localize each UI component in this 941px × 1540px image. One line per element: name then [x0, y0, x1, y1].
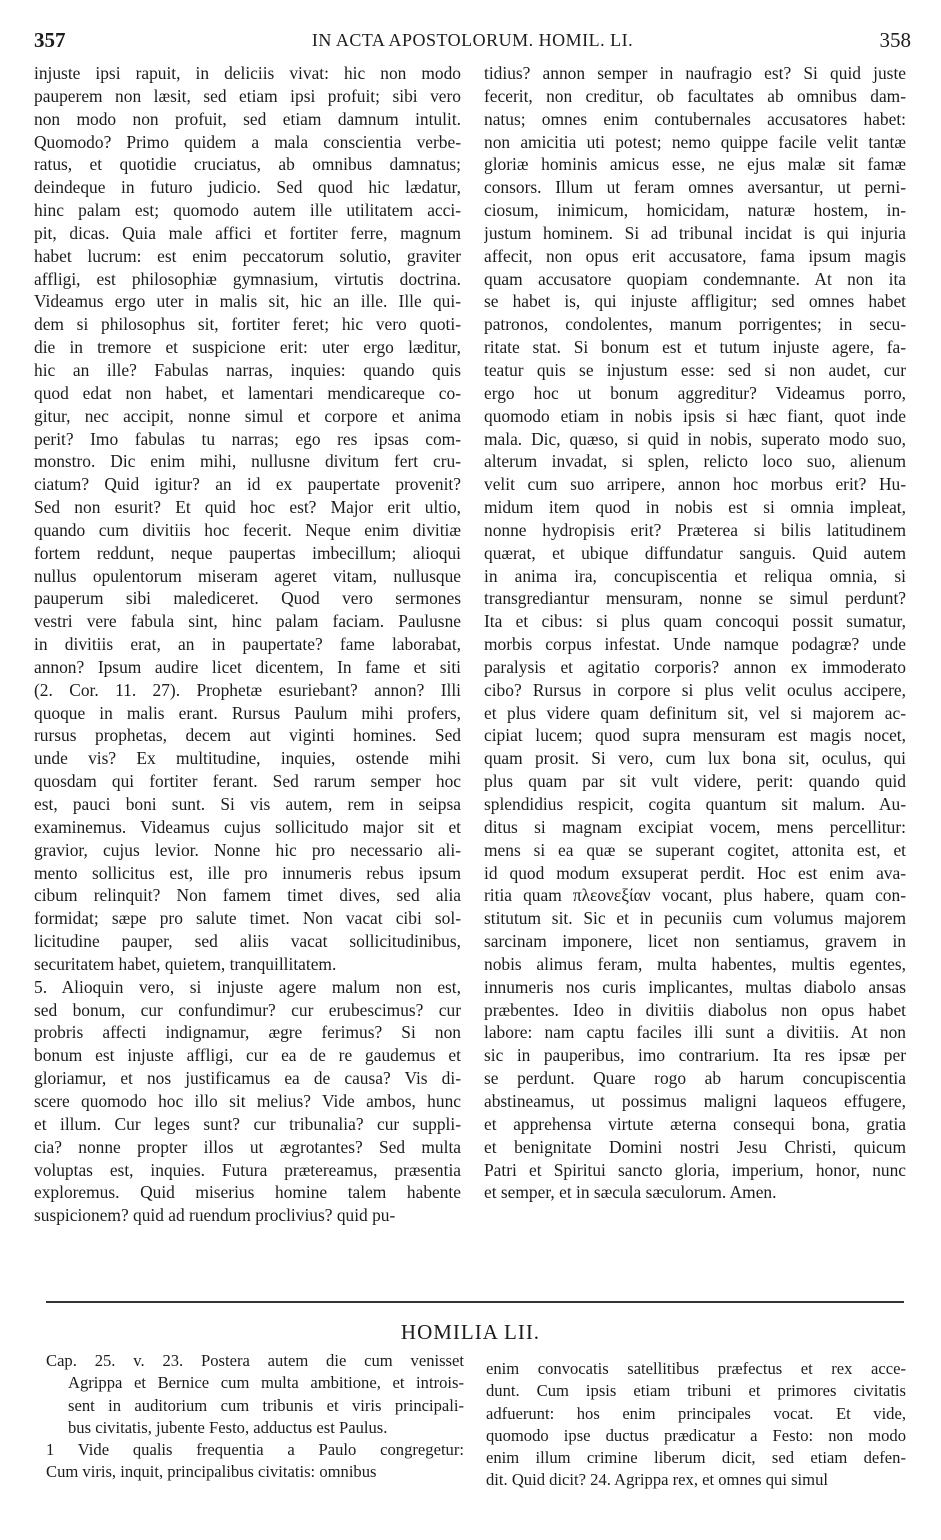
text-line: sent in auditorium cum tribunis et viris principali-	[68, 1395, 464, 1415]
text-line: hinc palam est; quomodo autem ille utilitatem acci-	[34, 200, 461, 221]
text-line: vestri vere fabula sint, hinc palam faciam. Paulusne	[34, 611, 461, 632]
text-line: pit, dicas. Quia male affici et fortiter ferre, magnum	[34, 222, 461, 243]
text-line: ciatum? Quid igitur? an id ex paupertate provenit?	[34, 474, 461, 495]
text-line: sarcinam imponere, licet non sentiamus, gravem in	[484, 931, 906, 952]
text-line: exploremus. Quid miserius homine talem habente	[34, 1182, 461, 1203]
text-line: bonum est injuste affligi, cur ea de re gaudemus et	[34, 1045, 461, 1066]
text-line: voluptas est, inquies. Futura prætereamus, præsentia	[34, 1159, 461, 1180]
text-line: monstro. Dic enim mihi, nullusne divitum fert cru-	[34, 451, 461, 472]
text-line: unde vis? Ex multitudine, inquies, ostende mihi	[34, 748, 461, 769]
text-line: paralysis et agitatio corporis? annon ex immoderato	[484, 656, 906, 677]
text-line: habet lucrum: est enim peccatorum solutio, graviter	[34, 245, 461, 266]
text-line: ergo hoc ut bonum aggreditur? Videamus porro,	[484, 382, 906, 403]
text-line: Cap. 25. v. 23. Postera autem die cum venisset	[46, 1351, 464, 1370]
running-header	[34, 28, 911, 56]
text-line: quomodo ipse ductus prædicatur a Festo: non modo	[486, 1425, 906, 1445]
text-line: in divitiis erat, an in paupertate? fame laborabat,	[34, 634, 461, 655]
text-line: Sed non esurit? Et quid hoc est? Major erit ultio,	[34, 497, 461, 518]
text-line: est, pauci boni sunt. Si vis autem, rem in seipsa	[34, 794, 461, 814]
text-line: suspicionem? quid ad ruendum proclivius? quid pu-	[34, 1205, 396, 1226]
text-line: nonne hydropisis erit? Præterea si bilis latitudinem	[484, 519, 906, 540]
text-line: injuste ipsi rapuit, in deliciis vivat: hic non modo	[34, 63, 461, 83]
text-line: licitudine pauper, sed aliis vacat sollicitudinibus,	[34, 931, 461, 952]
text-line: et apprehensa virtute æterna consequi bona, gratia	[484, 1113, 906, 1134]
text-line: pauperum sibi malediceret. Quod vero sermones	[34, 588, 461, 609]
text-line: dit. Quid dicit? 24. Agrippa rex, et omnes qui simul	[486, 1470, 828, 1490]
text-line: alterum invadat, si splen, relicto loco suo, alienum	[484, 451, 906, 472]
text-line: et benignitate Domini nostri Jesu Christi, quicum	[484, 1136, 906, 1157]
text-line: plus quam par sit vult videre, perit: quando quid	[484, 771, 906, 792]
text-line: formidat; sæpe pro salute timet. Non vacat cibi sol-	[34, 908, 461, 929]
text-line: sed bonum, cur confundimur? cur erubescimus? cur	[34, 999, 461, 1020]
text-line: adfuerunt: hos enim principales vocat. Et vide,	[486, 1403, 906, 1423]
text-line: sic in pauperibus, imo contrarium. Ita res ipsæ per	[484, 1045, 906, 1066]
text-line: bus civitatis, jubente Festo, adductus est Paulus.	[68, 1417, 388, 1437]
text-line: enim convocatis satellitibus præfectus et rex acce-	[486, 1359, 906, 1378]
text-line: cibo? Rursus in corpore si plus velit oculus accipere,	[484, 679, 906, 700]
text-line: et illum. Cur leges sunt? cur tribunalia? cur suppli-	[34, 1113, 461, 1134]
text-line: teatur quis se injustum esse: sed si non audet, cur	[484, 359, 906, 380]
text-line: dunt. Cum ipsis etiam tribuni et primores civitatis	[486, 1381, 906, 1401]
text-line: mens si ea quæ se superant cogitet, attonita est, et	[484, 839, 906, 860]
text-line: midum item quod in nobis est si omnia impleat,	[484, 497, 906, 518]
text-line: et semper, et in sæcula sæculorum. Amen.	[484, 1182, 777, 1203]
text-line: præbentes. Ideo in divitiis diabolus non opus habet	[484, 999, 906, 1020]
text-line: annon? Ipsum audire licet dicentem, In fame et siti	[34, 656, 461, 677]
text-line: cibum relinquit? Non famem timet dives, sed alia	[34, 885, 461, 906]
text-line: examinemus. Videamus cujus sollicitudo major sit et	[34, 816, 461, 837]
text-line: gravior, cujus levior. Nonne hic pro necessario ali-	[34, 839, 461, 860]
text-line: consors. Illum ut feram omnes aversantur, ut perni-	[484, 177, 906, 198]
text-line: pauperem non læsit, sed etiam ipsi profuit; sibi vero	[34, 85, 461, 106]
text-line: perit? Imo fabulas tu narras; ego res ipsas com-	[34, 428, 461, 449]
text-line: justum hominem. Si ad tribunal incidat is qui injuria	[484, 222, 906, 243]
text-line: Quomodo? Primo quidem a mala conscientia verbe-	[34, 131, 461, 152]
text-line: transgrediantur mensuram, nonne se simul perdunt?	[484, 588, 906, 609]
text-line: stitutum sit. Sic et in pecuniis cum volumus majorem	[484, 908, 906, 929]
text-line: Patri et Spiritui sancto gloria, imperium, honor, nunc	[484, 1159, 906, 1180]
text-line: patronos, condolentes, manum porrigentes; in secu-	[484, 314, 906, 335]
text-line: 1 Vide qualis frequentia a Paulo congregetur:	[46, 1440, 464, 1460]
right-column-text	[484, 62, 906, 1204]
text-line: affligi, est philosophiæ gymnasium, virtutis doctrina.	[34, 268, 461, 289]
text-line: quando cum divitiis hoc fecerit. Neque enim divitiæ	[34, 519, 461, 540]
text-line: quoque in malis erant. Rursus Paulum mihi profers,	[34, 702, 461, 723]
text-line: Videamus ergo uter in malis sit, hic an ille. Ille qui-	[34, 291, 461, 312]
text-line: nullus opulentorum miseram ageret vitam, nullusque	[34, 565, 461, 586]
text-line: gloriamur, et nos justificamus ea de causa? Vis di-	[34, 1068, 461, 1089]
text-line: (2. Cor. 11. 27). Prophetæ esuriebant? annon? Illi	[34, 679, 461, 700]
text-line: probris affecti indignamur, ægre ferimus? Si non	[34, 1022, 461, 1043]
text-line: cipiat lucem; quod supra mensuram est magis nocet,	[484, 725, 906, 746]
section-divider	[46, 1301, 904, 1303]
text-line: splendidius respicit, cogita quantum sit malum. Au-	[484, 794, 906, 814]
text-line: deindeque in futuro judicio. Sed quod hic lædatur,	[34, 177, 461, 198]
running-title: IN ACTA APOSTOLORUM. HOMIL. LI.	[311, 30, 634, 50]
text-line: cia? nonne propter illos ut ægrotantes? Sed multa	[34, 1136, 461, 1157]
page-number-left: 357	[34, 28, 66, 52]
text-line: ritia quam πλεονεξίαν vocant, plus habere, quam con-	[484, 885, 906, 906]
text-line: quod edat non habet, et lamentari mendicareque co-	[34, 382, 461, 403]
bottom-right-column-text	[486, 1358, 906, 1492]
text-line: labore: nam captu faciles illi sunt a divitiis. At non	[484, 1022, 906, 1043]
text-line: non amicitia uti potest; nemo quippe facile velit tantæ	[484, 131, 906, 152]
text-line: mento sollicitus est, ille pro innumeris rebus ipsum	[34, 862, 461, 883]
text-line: Agrippa et Bernice cum multa ambitione, et introis-	[68, 1373, 464, 1393]
text-line: nobis alimus feram, multa habentes, multis egentes,	[484, 953, 906, 974]
text-line: ritate stat. Si bonum est et tutum injuste agere, fa-	[484, 337, 906, 358]
homily-title: HOMILIA LII.	[400, 1320, 541, 1344]
text-line: affecit, non opus erit accusatore, fama ipsum magis	[484, 245, 906, 266]
text-line: 5. Alioquin vero, si injuste agere malum non est,	[34, 976, 461, 997]
text-line: non modo non profuit, sed etiam damnum intulit.	[34, 108, 461, 129]
text-line: tidius? annon semper in naufragio est? Si quid juste	[484, 63, 906, 83]
text-line: in anima ira, concupiscentia et reliqua omnia, si	[484, 565, 906, 586]
text-line: quam prosit. Si vero, cum lux bona sit, oculus, qui	[484, 748, 906, 769]
text-line: abstineamus, ut possimus maligni laqueos effugere,	[484, 1090, 906, 1111]
text-line: securitatem habet, quietem, tranquillitatem.	[34, 953, 337, 974]
text-line: velit cum suo arripere, annon hoc morbus erit? Hu-	[484, 474, 906, 495]
text-line: se perdunt. Quare rogo ab harum concupiscentia	[484, 1068, 906, 1089]
text-line: gitur, nec accipit, nonne simul et corpore et anima	[34, 405, 461, 426]
text-line: quosdam qui fortiter ferant. Sed rarum semper hoc	[34, 771, 461, 792]
text-line: quam accusatore quopiam condemnante. At non ita	[484, 268, 906, 289]
text-line: id quod modum exsuperat perdit. Hoc est enim ava-	[484, 862, 906, 883]
text-line: Cum viris, inquit, principalibus civitatis: omnibus	[46, 1462, 377, 1482]
text-line: quomodo etiam in nobis ipsis si hæc fiant, quot inde	[484, 405, 906, 426]
text-line: rursus prophetas, decem aut viginti homines. Sed	[34, 725, 461, 746]
text-line: ciosum, inimicum, homicidam, naturæ hostem, in-	[484, 200, 906, 221]
text-line: fortem reddunt, neque paupertas imbecillum; alioqui	[34, 542, 461, 563]
text-line: ditus si magnam excipiat vocem, mens percellitur:	[484, 816, 906, 837]
text-line: scere quomodo hoc illo sit melius? Vide ambos, hunc	[34, 1090, 461, 1111]
text-line: mala. Dic, quæso, si quid in nobis, superato modo suo,	[484, 428, 906, 449]
left-column-text	[34, 62, 461, 1227]
text-line: quærat, et ubique diffundatur sanguis. Quid autem	[484, 542, 906, 563]
text-line: Ita et cibus: si plus quam concoqui possit sumatur,	[484, 611, 906, 632]
bottom-left-column-text	[46, 1350, 464, 1484]
text-line: die in tremore et suspicione erit: uter ergo læditur,	[34, 337, 461, 358]
page-number-right: 358	[879, 28, 911, 52]
text-line: morbis corpus infestat. Unde namque podagræ? unde	[484, 634, 906, 655]
text-line: enim illum crimine liberum dicit, sed etiam defen-	[486, 1448, 906, 1468]
text-line: gloriæ hominis amicus esse, ne ejus malæ sit famæ	[484, 154, 906, 175]
text-line: ratus, et quotidie cruciatus, ab omnibus damnatus;	[34, 154, 461, 175]
text-line: se habet is, qui injuste affligitur; sed omnes habet	[484, 291, 906, 312]
text-line: dem si philosophus sit, fortiter feret; hic vero quoti-	[34, 314, 461, 335]
text-line: fecerit, non creditur, ob facultates ab omnibus dam-	[484, 85, 906, 106]
text-line: hic an ille? Fabulas narras, inquies: quando quis	[34, 359, 461, 380]
text-line: innumeris nos curis implicantes, multas diabolo ansas	[484, 976, 906, 997]
text-line: et plus videre quam definitum sit, vel si majorem ac-	[484, 702, 906, 723]
text-line: natus; omnes enim contubernales accusatores habet:	[484, 108, 906, 129]
